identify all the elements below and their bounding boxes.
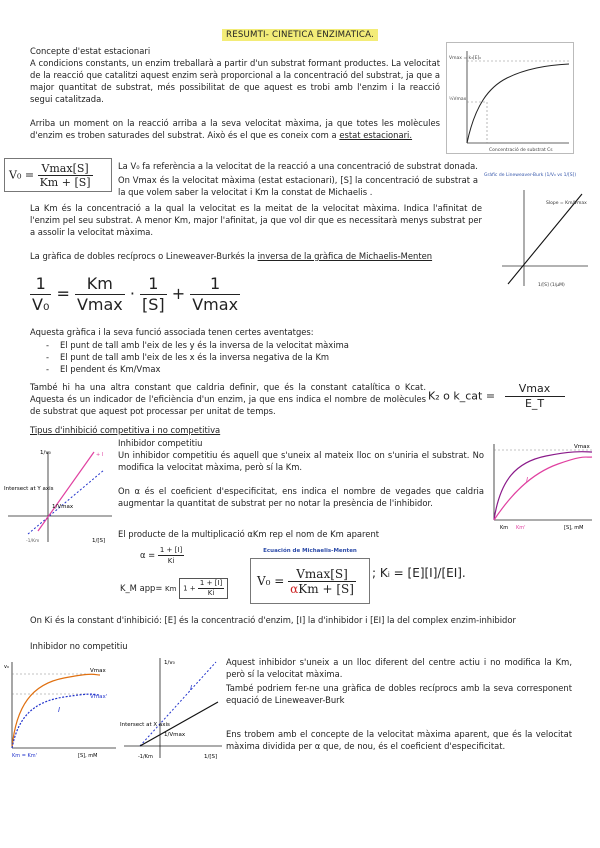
kcat-numerator: Vmax <box>505 382 565 397</box>
advantage-item-2: - El punt de tall amb l'eix de les x és la inversa negativa de la Km <box>46 351 466 363</box>
steady-state-paragraph-1: A condicions constants, un enzim treballarà a partir d'un substrat formant productes. La velocitat de la reacció que catalitzi aquest enzim serà proporcional a la concentració del substrat, ja que a major quantitat de substrat, més possibilitat de que aquest es trobi amb l'enzim i la reacció segui catalitzada. <box>30 58 440 104</box>
clb-y-label: 1/v₀ <box>40 450 51 456</box>
nclb-1vmax-label: 1/Vmax <box>164 732 186 738</box>
ncmm-svg <box>4 656 120 760</box>
lb-f-s: [S] <box>142 295 165 314</box>
kcat-formula <box>428 382 596 422</box>
clb-1vmax-label: 1/Vmax <box>52 504 74 510</box>
clb-intersect-label: Intersect at Y axis <box>4 486 54 492</box>
steady-state-term: estat estacionari. <box>339 130 413 140</box>
noncompetitive-lb-graph <box>120 654 224 762</box>
nclb-x-label: 1/[S] <box>204 754 218 760</box>
mm-formula-km: Km <box>39 176 59 189</box>
competitive-mm-svg <box>486 440 598 532</box>
noncompetitive-paragraph-1: Aquest inhibidor s'uneix a un lloc diferent del centre actiu i no modifica la Km, però sí la velocitat màxima. <box>226 657 572 679</box>
cmm-no-inhibitor-curve <box>494 452 592 520</box>
advantage-item-3: - El pendent és Km/Vmax <box>46 363 466 375</box>
page-title <box>0 28 600 41</box>
ncmm-no-inhibitor-curve <box>12 674 100 748</box>
vmax-definition: On Vmax és la velocitat màxima (estat estacionari), [S] la concentració de substrat a la que volem saber la velocitat i Km la constat de Michaelis . <box>118 175 478 197</box>
ncmm-vmax-prime-label: Vmax' <box>90 694 108 700</box>
kmapp-ki: Ki <box>207 589 215 597</box>
alpha-formula <box>140 545 230 575</box>
inhibition-types-heading: Tipus d'inhibició competitiva i no competitiva <box>30 425 221 435</box>
mm-vmax-label: Vmax = k₃[E]₀ <box>449 56 482 61</box>
cmm-km-label: Km <box>500 525 509 531</box>
noncompetitive-mm-graph <box>4 656 120 760</box>
noncompetitive-heading: Inhibidor no competitiu <box>30 641 128 651</box>
kmapp-bracket: 1 + $\frac{1 + [I]}{Ki}$ <box>179 578 228 599</box>
ki-definition: On Ki és la constant d'inhibició: [E] és la concentració d'enzim, [I] la d'inhibidor i [EI] la del complex enzim-inhibidor <box>30 615 516 625</box>
ki-formula: ; Kᵢ = [E][I]/[EI]. <box>372 566 466 580</box>
lb-formula: $\frac{1}{\text{V₀}}$ = $\frac{Km}{Vmax}$ · $\frac{1}{[S]}$ + $\frac{1}{Vmax}$ <box>32 274 239 314</box>
cmm-km-prime-label: Km' <box>516 525 526 531</box>
v0-definition: La V₀ fa referència a la velocitat de la reacció a una concentració de substrat donada. <box>118 161 478 171</box>
competitive-paragraph-2: On α és el coeficient d'especificitat, ens indica el nombre de vegades que caldria augmentar la quantitat de substrat per no notar la presència de l'inhibidor. <box>118 486 484 508</box>
ncmm-x-label: [S], mM <box>78 753 98 759</box>
alpha-numerator: 1 + [I] <box>159 546 183 554</box>
steady-state-paragraph-2 <box>30 117 440 141</box>
kmapp-km: Km <box>165 585 177 593</box>
mm-half-label: ½Vmax <box>449 97 467 102</box>
lb-f-vmax-2: Vmax <box>192 295 239 314</box>
ncmm-vmax-label: Vmax <box>90 668 106 674</box>
ncmm-y-label: v₀ <box>4 664 9 670</box>
noncompetitive-paragraph-3: Ens trobem amb el concepte de la velocitat màxima aparent, que és la velocitat màxima dividida per α que, de nou, és el coeficient d'especificitat. <box>226 729 572 751</box>
michaelis-menten-formula: V₀ = $\frac{Vmax[S]}{Km + [S]}$ <box>4 158 112 192</box>
steady-state-heading: Concepte d'estat estacionari <box>30 46 151 56</box>
mmm-s: [S] <box>330 567 348 581</box>
mm-formula-s-den: [S] <box>74 176 91 189</box>
lb-x-label: 1/[S] (1/μM) <box>538 283 565 288</box>
clb-no-inhibitor-line <box>28 470 104 534</box>
mmm-s-den: [S] <box>336 582 354 596</box>
cmm-inhibitor-label: I <box>526 476 529 484</box>
competitive-lb-graph <box>4 446 114 546</box>
lb-f-one-2: 1 <box>140 274 167 295</box>
cmm-x-label: [S], mM <box>564 525 584 531</box>
competitive-lb-svg <box>4 446 114 546</box>
mmm-km: Km <box>298 582 319 596</box>
modified-mm-formula: V₀ = $\frac{Vmax[S]}{\text{αKm + [S]}}$ <box>250 558 370 604</box>
mm-formula-v0: V₀ <box>9 168 22 182</box>
cmm-vmax-label: Vmax <box>574 444 590 450</box>
mmm-vmax: Vmax <box>296 567 331 581</box>
competitive-paragraph-3: El producte de la multiplicació αKm rep el nom de Km aparent <box>118 529 380 539</box>
mm-eq-title: Ecuación de Michaelis-Menten <box>263 548 357 554</box>
clb-x-label: 1/[S] <box>92 538 106 544</box>
michaelis-menten-chart <box>447 43 575 155</box>
mm-formula-s: [S] <box>72 162 89 175</box>
clb-neg-km-label: -1/Km <box>26 539 40 544</box>
ncmm-km-label: Km = Km' <box>12 753 38 759</box>
steady-state-text: Arriba un moment on la reacció arriba a la seva velocitat màxima, ja que totes les molècules d'enzim es troben saturades del substrat. Això és el que es coneix com a <box>30 118 440 140</box>
lb-caption-text: Gràfic de Lineweaver-Burk (1/V₀ vs 1/[S]) <box>484 173 577 178</box>
nclb-neg-km-label: -1/Km <box>138 754 153 760</box>
nclb-y-label: 1/v₀ <box>164 660 175 666</box>
mm-curve <box>467 64 569 143</box>
lb-chart <box>498 186 590 292</box>
competitive-mm-graph <box>486 440 598 532</box>
mmm-v0: V₀ <box>257 574 271 588</box>
ncmm-inhibitor-label: I <box>58 706 61 714</box>
km-paragraph: La Km és la concentració a la qual la velocitat es la meitat de la velocitat màxima. Indica l'afinitat de l'enzim pel seu substrat. A menor Km, major l'afinitat, ja que vol dir que es necessitarà menys substrat per a assolir la velocitat màxima. <box>30 203 482 237</box>
alpha-label: α = <box>140 550 156 560</box>
mm-x-label: Concentració de substrat Cs <box>489 148 553 153</box>
lb-paragraph <box>30 250 482 262</box>
competitive-heading: Inhibidor competitiu <box>118 438 203 448</box>
lb-line <box>508 194 582 284</box>
kmapp-i: 1 + [I] <box>199 579 223 587</box>
lb-f-v0: V₀ <box>32 295 50 314</box>
michaelis-menten-figure <box>446 42 574 154</box>
nclb-intersect-label: Intersect at X axis <box>120 722 170 728</box>
alpha-denominator: Ki <box>167 557 175 565</box>
kmapp-label: K_M app= <box>120 583 163 593</box>
advantages-intro: Aquesta gràfica i la seva funció associada tenen certes aventatges: <box>30 327 314 337</box>
lb-caption <box>484 172 596 186</box>
kcat-paragraph: També hi ha una altra constant que caldria definir, que és la constant catalítica o Kcat. Aquesta és un indicador de l'eficiència d'un enzim, ja que ens indica el nombre de molècules de substrat que aquest pot processar per unitat de temps. <box>30 382 426 416</box>
lb-f-km: Km <box>75 274 125 295</box>
nclb-svg <box>120 654 224 762</box>
lb-inverse-link: inversa de la gràfica de Michaelis-Menten <box>257 251 433 261</box>
lb-slope-label: Slope = Km/Vmax <box>546 201 587 206</box>
clb-plus-i-label: + I <box>96 452 104 458</box>
lb-f-one-1: 1 <box>30 274 51 295</box>
cmm-inhibitor-curve <box>494 457 592 520</box>
noncompetitive-paragraph-2: També podriem fer-ne una gràfica de dobles recíprocs amb la seva corresponent equació de Lineweaver-Burk <box>226 683 572 705</box>
lb-f-vmax-1: Vmax <box>76 295 123 314</box>
lb-text: La gràfica de dobles recíprocs o Lineweaver-Burkés la <box>30 251 255 261</box>
nclb-inhibitor-label: I <box>190 684 193 692</box>
lineweaver-burk-figure <box>498 186 590 292</box>
advantage-item-1: - El punt de tall amb l'eix de les y és la inversa de la velocitat màxima <box>46 339 466 351</box>
kmapp-formula <box>120 578 240 608</box>
kcat-denominator: E_T <box>524 397 545 410</box>
kcat-label: K₂ o k_cat = <box>428 389 496 403</box>
mm-formula-vmax: Vmax <box>41 162 73 175</box>
lb-f-one-3: 1 <box>190 274 240 295</box>
title-text: RESUMTI- CINETICA ENZIMATICA. <box>222 29 378 41</box>
competitive-paragraph-1: Un inhibidor competitiu és aquell que s'uneix al mateix lloc on s'uniria el substrat. No modifica la velocitat màxima, però sí la Km. <box>118 450 484 472</box>
advantages-list <box>46 339 466 375</box>
